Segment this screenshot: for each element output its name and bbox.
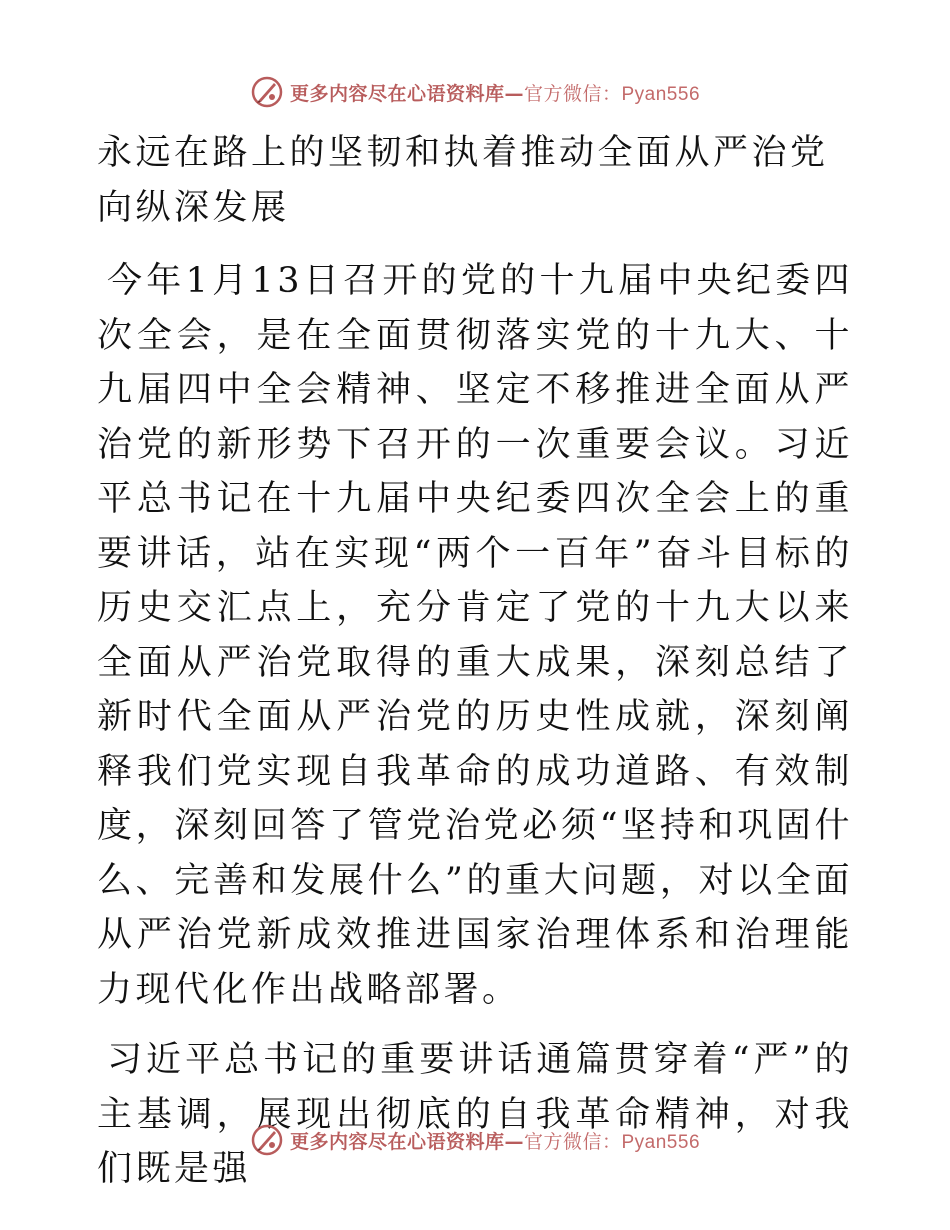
- quill-logo-icon: [250, 75, 284, 109]
- watermark-separator: —: [504, 1130, 524, 1153]
- watermark-text: [290, 79, 700, 106]
- article-body: [97, 126, 853, 1213]
- watermark-site: 更多内容尽在心语资料库: [289, 1130, 505, 1153]
- watermark-site: 更多内容尽在心语资料库: [289, 82, 505, 105]
- footer-watermark: [0, 1120, 950, 1160]
- watermark-text: [290, 1127, 700, 1154]
- article-paragraph-1: 今年1月13日召开的党的十九届中央纪委四次全会，是在全面贯彻落实党的十九大、十九届四中全会精神、坚定不移推进全面从严治党的新形势下召开的一次重要会议。习近平总书记在十九届中央纪委四次全会上的重要讲话，站在实现“两个一百年”奋斗目标的历史交汇点上，充分肯定了党的十九大以来全面从严治党取得的重大成果，深刻总结了新时代全面从严治党的历史性成就，深刻阐释我们党实现自我革命的成功道路、有效制度，深刻回答了管党治党必须“坚持和巩固什么、完善和发展什么”的重大问题，对以全面从严治党新成效推进国家治理体系和治理能力现代化作出战略部署。: [97, 261, 853, 1010]
- article-paragraph-2: 习近平总书记的重要讲话通篇贯穿着“严”的主基调，展现出彻底的自我革命精神，对我们既是强: [97, 1040, 853, 1189]
- watermark-wechat-label: 官方微信：: [523, 82, 622, 105]
- watermark-separator: —: [504, 82, 524, 105]
- watermark-wechat-label: 官方微信：: [523, 1130, 622, 1153]
- quill-logo-icon: [250, 1123, 284, 1157]
- watermark-wechat-id: Pyan556: [621, 1131, 701, 1153]
- article-title: 永远在路上的坚韧和执着推动全面从严治党向纵深发展: [97, 133, 829, 228]
- watermark-wechat-id: Pyan556: [621, 83, 701, 105]
- header-watermark: [0, 72, 950, 112]
